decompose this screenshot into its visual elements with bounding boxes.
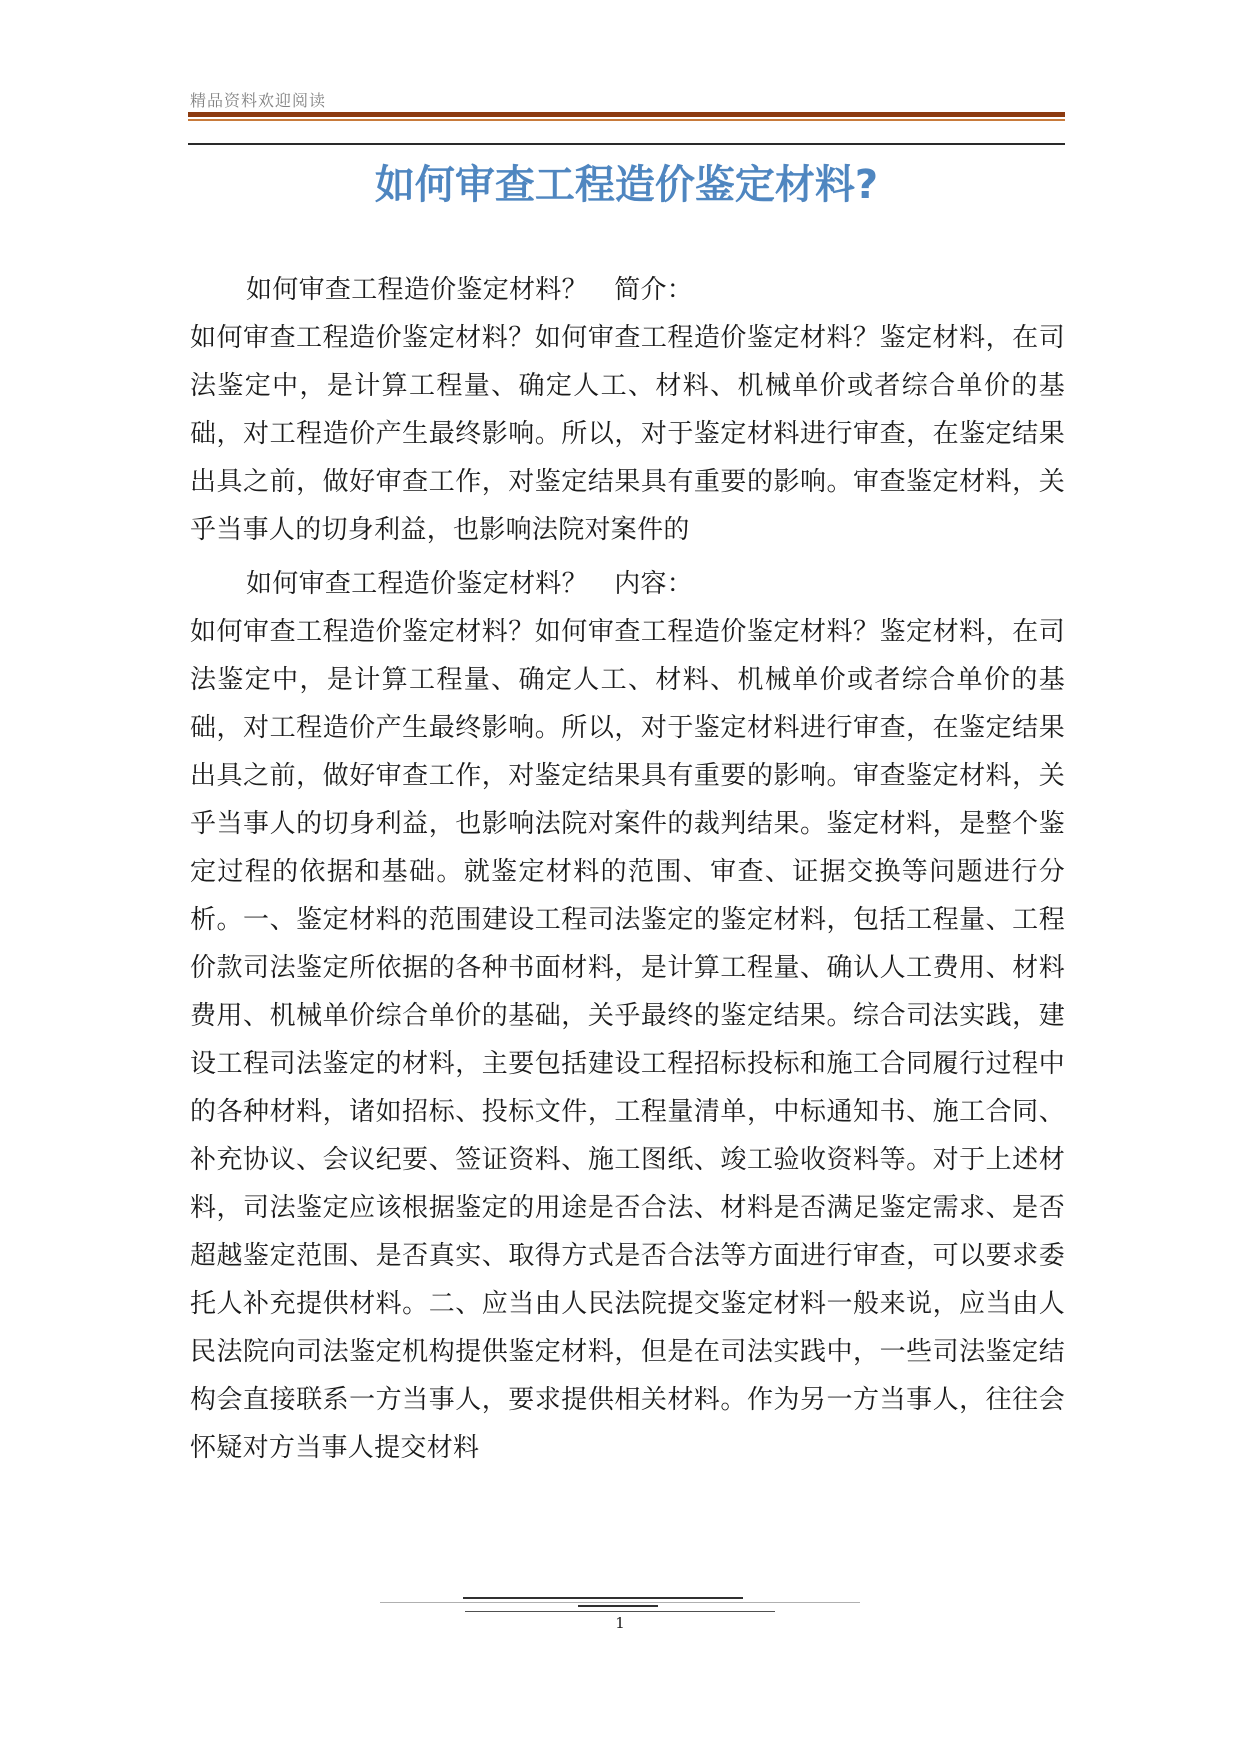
footer-rule [380,1602,860,1603]
page-number: 1 [615,1614,625,1632]
footer-rule-dark [463,1597,743,1599]
header-rule-thin [188,143,1065,145]
intro-heading: 如何审查工程造价鉴定材料？ 简介： [246,275,694,305]
document-body [190,266,1065,1472]
content-paragraph: 如何审查工程造价鉴定材料？如何审查工程造价鉴定材料？鉴定材料，在司法鉴定中，是计算工程量、确定人工、材料、机械单价或者综合单价的基础，对工程造价产生最终影响。所以，对于鉴定材料进行审查，在鉴定结果出具之前，做好审查工作，对鉴定结果具有重要的影响。审查鉴定材料，关乎当事人的切身利益，也影响法院对案件的裁判结果。鉴定材料，是整个鉴定过程的依据和基础。就鉴定材料的范围、审查、证据交换等问题进行分析。一、鉴定材料的范围建设工程司法鉴定的鉴定材料，包括工程量、工程价款司法鉴定所依据的各种书面材料，是计算工程量、确认人工费用、材料费用、机械单价综合单价的基础，关乎最终的鉴定结果。综合司法实践，建设工程司法鉴定的材料，主要包括建设工程招标投标和施工合同履行过程中的各种材料，诸如招标、投标文件，工程量清单，中标通知书、施工合同、补充协议、会议纪要、签证资料、施工图纸、竣工验收资料等。对于上述材料，司法鉴定应该根据鉴定的用途是否合法、材料是否满足鉴定需求、是否超越鉴定范围、是否真实、取得方式是否合法等方面进行审查，可以要求委托人补充提供材料。二、应当由人民法院提交鉴定材料一般来说，应当由人民法院向司法鉴定机构提供鉴定材料，但是在司法实践中，一些司法鉴定结构会直接联系一方当事人，要求提供相关材料。作为另一方当事人，往往会怀疑对方当事人提交材料 [190,617,1065,1463]
header-rule-thick [188,112,1065,117]
header-rule-accent [188,119,1065,121]
footer-rule-lower [465,1611,775,1612]
page-header-text: 精品资料欢迎阅读 [190,91,327,110]
document-title: 如何审查工程造价鉴定材料? [374,162,879,208]
content-heading: 如何审查工程造价鉴定材料？ 内容： [246,569,694,599]
intro-paragraph: 如何审查工程造价鉴定材料？如何审查工程造价鉴定材料？鉴定材料，在司法鉴定中，是计算工程量、确定人工、材料、机械单价或者综合单价的基础，对工程造价产生最终影响。所以，对于鉴定材料进行审查，在鉴定结果出具之前，做好审查工作，对鉴定结果具有重要的影响。审查鉴定材料，关乎当事人的切身利益，也影响法院对案件的 [190,323,1065,545]
footer-rule-short [578,1605,658,1607]
